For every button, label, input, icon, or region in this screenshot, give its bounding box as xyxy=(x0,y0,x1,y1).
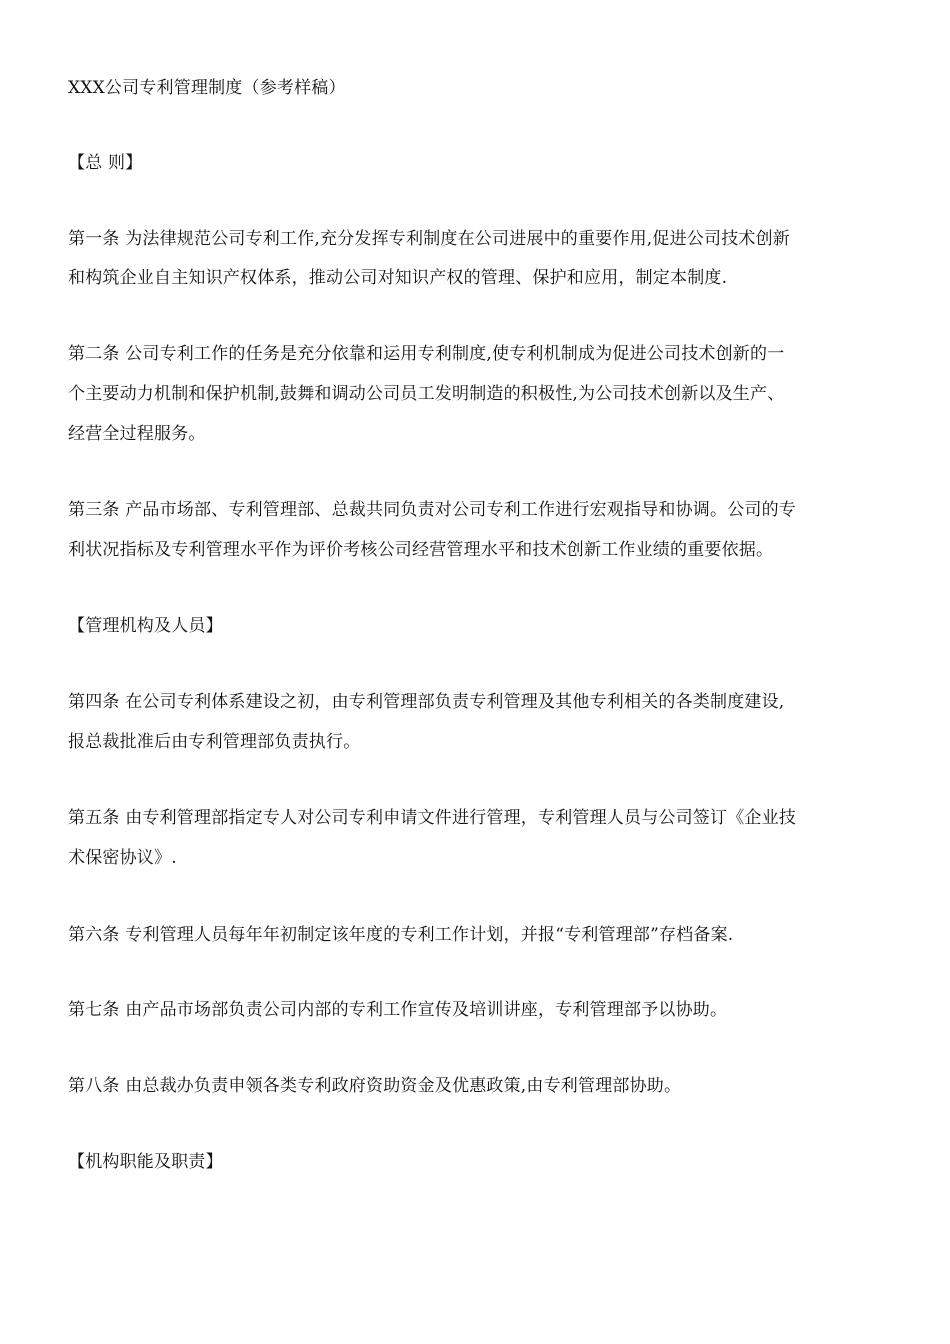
article-2-line-3: 经营全过程服务。 xyxy=(68,424,206,444)
section-heading-functions: 【机构职能及职责】 xyxy=(68,1152,223,1172)
document-title: XXX公司专利管理制度（参考样稿） xyxy=(68,78,346,98)
article-3-line-1: 第三条 产品市场部、专利管理部、总裁共同负责对公司专利工作进行宏观指导和协调。公司的专 xyxy=(68,500,797,520)
article-6-line-1: 第六条 专利管理人员每年年初制定该年度的专利工作计划，并报“专利管理部”存档备案. xyxy=(68,925,734,945)
section-heading-organization: 【管理机构及人员】 xyxy=(68,616,223,636)
article-4-line-2: 报总裁批准后由专利管理部负责执行。 xyxy=(68,732,361,752)
article-2-line-2: 个主要动力机制和保护机制,鼓舞和调动公司员工发明制造的积极性,为公司技术创新以及生产、 xyxy=(68,384,785,404)
article-3-line-2: 利状况指标及专利管理水平作为评价考核公司经营管理水平和技术创新工作业绩的重要依据。 xyxy=(68,540,774,560)
section-heading-general: 【总 则】 xyxy=(68,153,143,173)
article-2-line-1: 第二条 公司专利工作的任务是充分依靠和运用专利制度,使专利机制成为促进公司技术创新的一 xyxy=(68,344,785,364)
article-5-line-2: 术保密协议》. xyxy=(68,848,177,868)
article-1-line-1: 第一条 为法律规范公司专利工作,充分发挥专利制度在公司进展中的重要作用,促进公司技术创新 xyxy=(68,229,791,249)
article-8-line-1: 第八条 由总裁办负责申领各类专利政府资助资金及优惠政策,由专利管理部协助。 xyxy=(68,1076,682,1096)
article-5-line-1: 第五条 由专利管理部指定专人对公司专利申请文件进行管理，专利管理人员与公司签订《企业技 xyxy=(68,808,797,828)
article-4-line-1: 第四条 在公司专利体系建设之初，由专利管理部负责专利管理及其他专利相关的各类制度建设, xyxy=(68,692,785,712)
article-1-line-2: 和构筑企业自主知识产权体系，推动公司对知识产权的管理、保护和应用，制定本制度. xyxy=(68,268,728,288)
article-7-line-1: 第七条 由产品市场部负责公司内部的专利工作宣传及培训讲座，专利管理部予以协助。 xyxy=(68,1000,728,1020)
